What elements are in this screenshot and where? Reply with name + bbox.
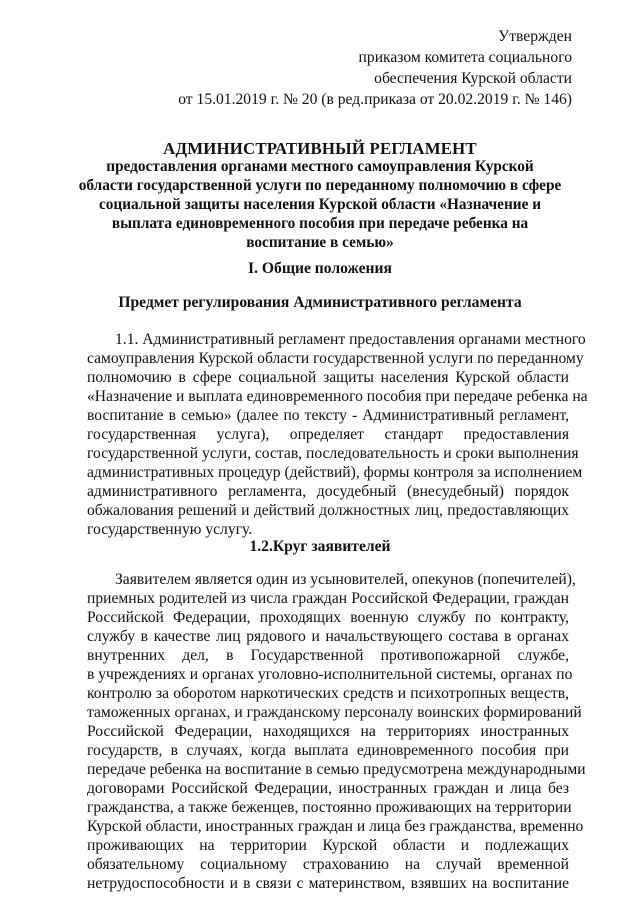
paragraph-1-2 [87, 570, 586, 893]
paragraph-line: таможенных органах, и гражданскому персоналу воинских формирований [87, 704, 582, 721]
paragraph-line: государственная услуга), определяет стандарт предоставления [87, 426, 569, 443]
approval-line-1: Утвержден [498, 28, 572, 45]
section-heading-applicants: 1.2.Круг заявителей [249, 538, 391, 555]
approval-line-4: от 15.01.2019 г. № 20 (в ред.приказа от 20.02.2019 г. № 146) [178, 91, 572, 108]
paragraph-line: нетрудоспособности и в связи с материнством, взявших на воспитание [87, 875, 569, 892]
paragraph-line: обжалования решений и действий должностных лиц, предоставляющих [87, 502, 569, 519]
subtitle-line: социальной защиты населения Курской области «Назначение и [98, 196, 542, 213]
paragraph-line: самоуправления Курской области государственной услуги по переданному [87, 350, 584, 367]
paragraph-line: передаче ребенка на воспитание в семью предусмотрена международными [87, 761, 586, 778]
paragraph-line: Курской области, иностранных граждан и лица без гражданства, временно [87, 818, 584, 835]
paragraph-line: административного регламента, досудебный (внесудебный) порядок [87, 483, 569, 500]
paragraph-1-1 [87, 330, 588, 539]
paragraph-line: государств, в случаях, когда выплата единовременного пособия при [87, 742, 569, 759]
paragraph-line: Российской Федерации, находящихся на территориях иностранных [87, 723, 569, 740]
paragraph-line: внутренних дел, в Государственной противопожарной службе, [87, 647, 569, 664]
paragraph-line: договорами Российской Федерации, иностранных граждан и лица без [87, 780, 569, 797]
paragraph-line: контролю за оборотом наркотических средств и психотропных веществ, [87, 685, 569, 702]
paragraph-line: воспитание в семью» (далее по тексту - Административный регламент, [87, 407, 569, 424]
paragraph-line: Российской Федерации, проходящих военную службу по контракту, [87, 609, 569, 626]
subtitle-line: области государственной услуги по переданному полномочию в сфере [78, 177, 562, 194]
section-heading-general: I. Общие положения [248, 260, 392, 277]
document-title: АДМИНИСТРАТИВНЫЙ РЕГЛАМЕНТ [163, 139, 477, 158]
subtitle-line: предоставления органами местного самоуправления Курской [106, 158, 534, 175]
paragraph-line: приемных родителей из числа граждан Российской Федерации, граждан [87, 590, 569, 607]
paragraph-line: Заявителем является один из усыновителей, опекунов (попечителей), [115, 571, 576, 588]
subtitle-line: выплата единовременного пособия при передаче ребенка на [111, 215, 529, 232]
paragraph-line: гражданства, а также беженцев, постоянно проживающих на территории [87, 799, 572, 816]
approval-line-3: обеспечения Курской области [374, 70, 572, 87]
document-subtitle [60, 157, 580, 252]
paragraph-line: 1.1. Административный регламент предоставления органами местного [115, 331, 586, 348]
paragraph-line: «Назначение и выплата единовременного пособия при передаче ребенка на [87, 388, 588, 405]
approval-line-2: приказом комитета социального [358, 49, 572, 66]
paragraph-line: в учреждениях и органах уголовно-исполнительной системы, органах по [87, 666, 573, 683]
paragraph-line: государственной услуги, состав, последовательность и сроки выполнения [87, 445, 579, 462]
subtitle-line: воспитание в семью» [246, 234, 394, 251]
approval-stamp [172, 26, 572, 110]
paragraph-line: административных процедур (действий), формы контроля за исполнением [87, 464, 583, 481]
paragraph-line: проживающих на территории Курской области и подлежащих [87, 837, 569, 854]
subsection-heading-subject: Предмет регулирования Административного регламента [118, 294, 522, 311]
paragraph-line: службу в качестве лиц рядового и начальствующего состава в органах [87, 628, 569, 645]
paragraph-line: обязательному социальному страхованию на случай временной [87, 856, 569, 873]
paragraph-line: государственную услугу. [87, 521, 253, 538]
paragraph-line: полномочию в сфере социальной защиты населения Курской области [87, 369, 569, 386]
